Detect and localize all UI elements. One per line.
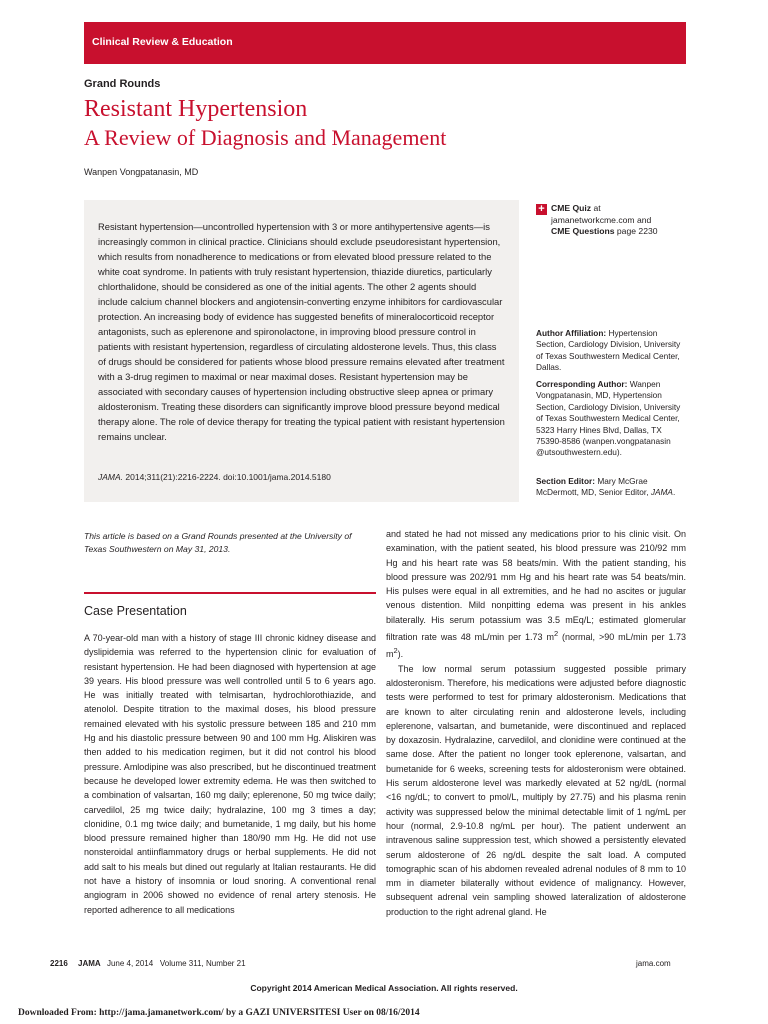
cme-quiz-label: CME Quiz [551, 203, 592, 213]
exam-paragraph [386, 527, 686, 662]
page-footer [50, 959, 246, 968]
abstract-citation [98, 472, 331, 482]
grand-rounds-note: This article is based on a Grand Rounds presented at the University of Texas Southwestern on May 31, 2013. [84, 531, 352, 554]
footer-journal: JAMA [78, 959, 101, 968]
cme-questions-label: CME Questions [551, 226, 615, 237]
page-number: 2216 [50, 959, 68, 968]
case-presentation-heading: Case Presentation [84, 604, 187, 618]
section-editor-text: Mary McGrae McDermott, MD, Senior Editor, [536, 476, 651, 498]
plus-icon[interactable]: + [536, 204, 547, 215]
author-affiliation [536, 328, 686, 374]
article-title: Resistant Hypertension [84, 96, 308, 122]
aldosteronism-paragraph: The low normal serum potassium suggested possible primary aldosteronism. Therefore, his medications were adjusted before diagnostic tests were performed to test for primary aldosteronism. Medications that are known to alter circulating renin and aldosterone levels, including eplerenone, valsartan, and bumetanide, were discontinued and replaced by doxazosin. Hydralazine, carvedilol, and clonidine were continued at the same dose. After the patient no longer took eplerenone, valsartan, and bumetanide for 6 weeks, screening tests for aldosteronism were obtained. His serum aldosterone level was markedly elevated at 52 ng/dL (normal <16 ng/dL; to convert to pmol/L, multiply by 27.75) and his plasma renin activity was suppressed below the minimal detectable limit of 1 ng/mL per hour (normal, 2.9-10.8 ng/mL per hour). The patient underwent an intravenous saline suppression test, which showed a persistently elevated serum aldosterone of 26 ng/dL despite the salt load. A computed tomographic scan of his abdomen revealed adrenal nodules of 8 mm to 10 mm in diameter bilaterally without evidence of malignancy. However, subsequent adrenal vein sampling showed lateralization of aldosterone production to the right adrenal gland. He [386, 663, 686, 917]
cme-page: page 2230 [614, 226, 658, 237]
affiliation-text: Hypertension Section, Cardiology Division, University of Texas Southwestern Medical Center, Dallas. [536, 328, 681, 373]
superscript-2: 2 [553, 629, 559, 639]
citation-details: 2014;311(21):2216-2224. doi:10.1001/jama.2014.5180 [123, 472, 331, 482]
banner-text: Clinical Review & Education [92, 36, 233, 48]
superscript-2: 2 [393, 646, 398, 656]
exam-text-c: ). [397, 649, 404, 660]
section-banner [84, 22, 686, 64]
section-label: Grand Rounds [84, 78, 161, 90]
section-editor-label: Section Editor: [536, 476, 596, 486]
section-editor [536, 476, 686, 499]
corresponding-label: Corresponding Author: [536, 379, 628, 389]
section-editor-end: . [672, 487, 676, 498]
download-stamp: Downloaded From: http://jama.jamanetwork.com/ by a GAZI UNIVERSITESI User on 08/16/2014 [18, 1008, 420, 1018]
left-body-column [84, 631, 376, 917]
corresponding-author [536, 379, 686, 459]
citation-journal: JAMA. [98, 472, 124, 482]
footer-site-link[interactable]: jama.com [636, 959, 671, 968]
right-body-column [386, 527, 686, 919]
section-editor-journal: JAMA [650, 487, 673, 498]
exam-text-a: and stated he had not missed any medications prior to his clinic visit. On examination, with the patient seated, his blood pressure was 210/92 mm Hg and his heart rate was 58 beats/min. With the patient standing, his blood pressure was 202/91 mm Hg and his heart rate was 54 beats/min. His pulses were equal in all extremities, and he had no ascites or jugular venous distention. Mild nonpitting edema was present in his ankles bilaterally. His serum potassium was 3.5 mEq/L; estimated glomerular filtration rate was 48 mL/min per 1.73 m [386, 529, 686, 643]
footer-issue: June 4, 2014 Volume 311, Number 21 [106, 959, 246, 968]
abstract-text: Resistant hypertension—uncontrolled hypertension with 3 or more antihypertensive agents—is increasingly common in clinical practice. Clinicians should exclude pseudoresistant hypertension, which results from nonadherence to medications or from elevated blood pressure related to the white coat syndrome. In patients with truly resistant hypertension, thiazide diuretics, particularly chlorthalidone, should be considered as one of the initial agents. The other 2 agents should include calcium channel blockers and angiotensin-converting enzyme inhibitors for cardiovascular protection. An increasing body of evidence has suggested benefits of mineralocorticoid receptor antagonists, such as eplerenone and spironolactone, in improving blood pressure control in patients with resistant hypertension, regardless of circulating aldosterone levels. Thus, this class of drugs should be considered for patients whose blood pressure remains elevated after treatment with a 3-drug regimen to maximal or near maximal doses. Resistant hypertension may be associated with secondary causes of hypertension including obstructive sleep apnea or primary aldosteronism. Treating these disorders can significantly improve blood pressure beyond medical therapy alone. The role of device therapy for treating the typical patient with resistant hypertension remains unclear. [98, 221, 505, 442]
author-byline: Wanpen Vongpatanasin, MD [84, 167, 199, 177]
cme-site-link[interactable]: jamanetworkcme.com and [551, 214, 652, 225]
abstract-box [84, 200, 519, 502]
case-paragraph: A 70-year-old man with a history of stage III chronic kidney disease and dyslipidemia was referred to the hypertension clinic for evaluation of resistant hypertension. He had been diagnosed with hypertension at age 39 years. His blood pressure was well controlled until 5 to 6 years ago. He was initially treated with telmisartan, hydrochlorothiazide, and atenolol. Despite titration to the maximal doses, his blood pressure remained elevated with his systolic pressure between 185 and 210 mm Hg and his diastolic pressure between 90 and 100 mm Hg. Aliskiren was then added to his medication regimen, but it did not control his blood pressure. Amlodipine was also prescribed, but he discontinued treatment because he developed lower extremity edema. He was then switched to a combination of valsartan, 160 mg daily; eplerenone, 50 mg twice daily; carvedilol, 25 mg twice daily; hydralazine, 100 mg 3 times a day; clonidine, 0.1 mg twice daily; and bumetanide, 1 mg daily, but his home blood pressure remained higher than 180/90 mm Hg. He did not use nonsteroidal antiinflammatory drugs or herbal supplements. He did not add salt to his meals but dined out regularly at Italian restaurants. He did not have a history of insomnia or loud snoring. A conventional renal angiogram in 2006 showed no evidence of renal artery stenosis. He reported adherence to all medications [84, 633, 376, 915]
section-divider [84, 592, 376, 594]
exam-text-b: (normal, >90 mL/min per 1.73 m [386, 632, 686, 660]
affiliation-label: Author Affiliation: [536, 328, 607, 338]
corresponding-text: Wanpen Vongpatanasin, MD, Hypertension Section, Cardiology Division, University of Texas Southwestern Medical Center, 5323 Harry Hines Blvd, Dallas, TX 75390-8586 (wanpen.vongpatanasin @utsouthwestern.edu). [536, 379, 681, 458]
article-subtitle: A Review of Diagnosis and Management [84, 125, 447, 150]
cme-box [551, 203, 686, 238]
cme-quiz-at: at [591, 203, 601, 213]
copyright-line: Copyright 2014 American Medical Association. All rights reserved. [250, 983, 518, 993]
